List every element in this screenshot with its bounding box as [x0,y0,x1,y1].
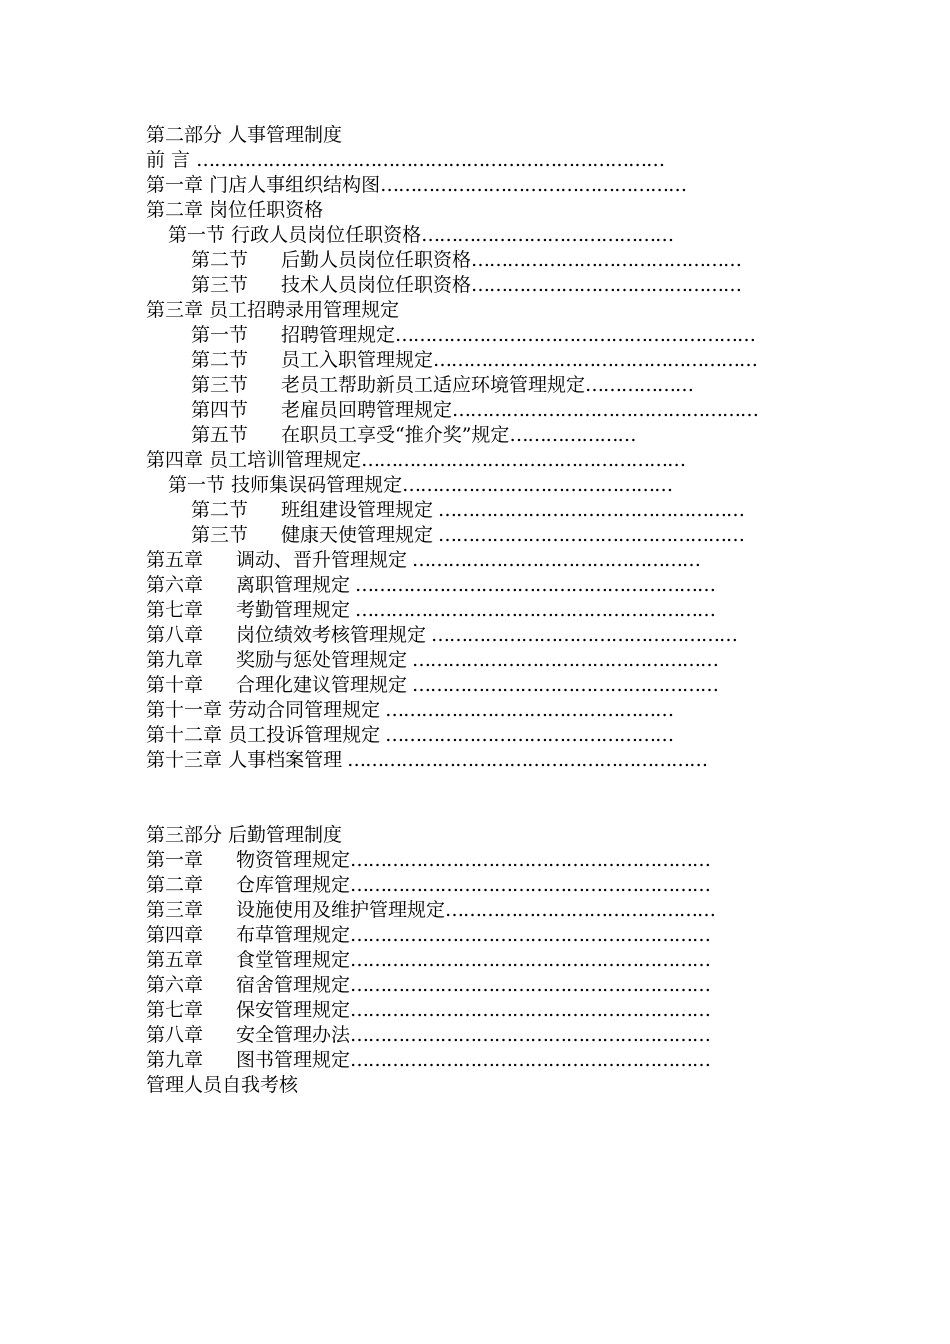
toc-entry-title: 在职员工享受“推介奖”规定 [281,424,510,446]
toc-entry [146,548,786,573]
toc-entry [146,473,786,498]
toc-entry-number: 第十一章 [146,699,223,721]
toc-entry-title: 调动、晋升管理规定 [236,549,408,571]
toc-dot-leader: ………………………………………… [380,724,674,746]
toc-entry-title: 后勤人员岗位任职资格 [281,249,472,271]
toc-entry-number: 第二章 [146,199,204,221]
toc-entry-title: 宿舍管理规定 [236,974,351,996]
toc-entry-title: 图书管理规定 [236,1049,351,1071]
toc-entry-title: 布草管理规定 [236,924,351,946]
toc-entry-number: 第六章 [146,974,204,996]
toc-entry-title: 岗位任职资格 [209,199,324,221]
toc-entry [146,1048,786,1073]
toc-entry-title: 员工招聘录用管理规定 [209,299,400,321]
toc-entry [146,348,786,373]
toc-dot-leader: …………………………………………………………………… [196,149,665,171]
part3-footer-entry: 管理人员自我考核 [146,1074,299,1096]
toc-entry-number: 第七章 [146,599,204,621]
toc-entry-number: 第九章 [146,1049,204,1071]
toc-entry [146,998,786,1023]
toc-entry-title: 健康天使管理规定 [281,524,434,546]
toc-entry [146,523,786,548]
toc-entry-number: 第四章 [146,449,204,471]
toc-entry [146,448,786,473]
toc-dot-leader: …………………………………………… [433,499,745,521]
toc-entry [146,423,786,448]
toc-entry-number: 第二节 [191,349,249,371]
toc-entry-title: 招聘管理规定 [281,324,396,346]
toc-dot-leader: …………………………………………………… [395,324,756,346]
toc-dot-leader: ……………………………………… [402,474,673,496]
toc-entry-number: 第五章 [146,949,204,971]
toc-dot-leader: …………………………………………… [426,624,738,646]
toc-entry-title: 老员工帮助新员工适应环境管理规定 [281,374,586,396]
toc-dot-leader: ……………………………………………… [361,449,686,471]
toc-entry-number: 第二章 [146,874,204,896]
toc-entry-number: 第二节 [191,249,249,271]
toc-entry-number: 第三节 [191,374,249,396]
toc-entry-number: 第一章 [146,849,204,871]
toc-entry-title: 门店人事组织结构图 [209,174,381,196]
toc-dot-leader: …………………………………………………… [350,1024,711,1046]
toc-entry [146,398,786,423]
toc-entry [146,498,786,523]
toc-entry-number: 第一节 [168,474,226,496]
toc-dot-leader: ……………………………………… [471,249,742,271]
table-of-contents [146,123,786,1098]
toc-entry [146,873,786,898]
toc-entry [146,923,786,948]
toc-entry-title: 技术人员岗位任职资格 [281,274,472,296]
toc-dot-leader: ………………… [509,424,636,446]
toc-entry-number: 第十章 [146,674,204,696]
toc-entry-title: 设施使用及维护管理规定 [236,899,446,921]
toc-entry-number: 第二节 [191,499,249,521]
toc-dot-leader: ………………………………………… [380,699,674,721]
toc-dot-leader: …………………………………………… [407,649,719,671]
toc-entry [146,198,786,223]
toc-entry-title: 保安管理规定 [236,999,351,1021]
toc-dot-leader: …………………………………………… [407,674,719,696]
toc-entry-title: 员工培训管理规定 [209,449,362,471]
toc-entry-number: 第一章 [146,174,204,196]
section-gap [146,773,786,823]
toc-entry-title: 员工入职管理规定 [281,349,434,371]
toc-entry [146,573,786,598]
toc-entry-title: 安全管理办法 [236,1024,351,1046]
part2-heading: 第二部分 人事管理制度 [146,124,343,146]
toc-entry-number: 第三节 [191,274,249,296]
toc-entry-title: 食堂管理规定 [236,949,351,971]
toc-entry [146,598,786,623]
toc-entry-number: 第四节 [191,399,249,421]
toc-entry [146,173,786,198]
toc-dot-leader: …………………………………………………… [350,949,711,971]
toc-entry-title: 老雇员回聘管理规定 [281,399,453,421]
part3-entry-list [146,848,786,1073]
toc-entry [146,323,786,348]
toc-dot-leader: …………………………………………… [452,399,759,421]
toc-entry-title: 行政人员岗位任职资格 [231,224,422,246]
toc-entry-number: 第三章 [146,299,204,321]
toc-entry [146,148,786,173]
toc-entry [146,223,786,248]
toc-entry [146,623,786,648]
toc-entry [146,698,786,723]
toc-entry [146,248,786,273]
toc-entry-number: 第八章 [146,624,204,646]
toc-dot-leader: ……………………………………………… [433,349,758,371]
toc-dot-leader: …………………………………………………… [342,749,708,771]
toc-entry-title: 奖励与惩处管理规定 [236,649,408,671]
toc-entry-title: 仓库管理规定 [236,874,351,896]
toc-entry-number: 前 言 [146,149,191,171]
toc-dot-leader: ……………………………………… [471,274,742,296]
toc-dot-leader: …………………………………………………… [350,924,711,946]
toc-dot-leader: …………………………………………………… [350,1049,711,1071]
toc-entry [146,648,786,673]
toc-entry-number: 第十二章 [146,724,223,746]
toc-dot-leader: …………………………………………………… [350,999,711,1021]
toc-entry-number: 第五章 [146,549,204,571]
toc-entry [146,723,786,748]
toc-entry [146,673,786,698]
toc-entry [146,748,786,773]
toc-entry-title: 离职管理规定 [236,574,351,596]
toc-dot-leader: ………………………………………… [407,549,701,571]
toc-entry-title: 考勤管理规定 [236,599,351,621]
toc-entry [146,848,786,873]
toc-entry-title: 合理化建议管理规定 [236,674,408,696]
toc-dot-leader: …………………………………… [421,224,674,246]
toc-entry-number: 第四章 [146,924,204,946]
toc-dot-leader: …………………………………………………… [350,974,711,996]
toc-entry-number: 第一节 [168,224,226,246]
toc-entry-number: 第七章 [146,999,204,1021]
toc-entry-title: 员工投诉管理规定 [228,724,381,746]
toc-entry [146,273,786,298]
toc-dot-leader: ……………… [585,374,694,396]
toc-entry-title: 岗位绩效考核管理规定 [236,624,427,646]
part3-heading: 第三部分 后勤管理制度 [146,824,343,846]
toc-entry-number: 第八章 [146,1024,204,1046]
toc-dot-leader: …………………………………………… [380,174,687,196]
toc-dot-leader: …………………………………………………… [350,574,716,596]
toc-entry [146,1023,786,1048]
toc-entry [146,898,786,923]
toc-entry [146,373,786,398]
part2-entry-list [146,148,786,773]
toc-entry-title: 物资管理规定 [236,849,351,871]
toc-dot-leader: ……………………………………… [445,899,716,921]
toc-dot-leader: …………………………………………………… [350,874,711,896]
toc-entry-number: 第十三章 [146,749,223,771]
toc-dot-leader: …………………………………………………… [350,849,711,871]
toc-dot-leader: …………………………………………… [433,524,745,546]
toc-entry-number: 第三章 [146,899,204,921]
toc-entry-number: 第六章 [146,574,204,596]
toc-entry-number: 第三节 [191,524,249,546]
toc-entry-number: 第一节 [191,324,249,346]
toc-entry-number: 第九章 [146,649,204,671]
toc-entry-title: 人事档案管理 [228,749,343,771]
toc-entry [146,298,786,323]
toc-entry-title: 劳动合同管理规定 [228,699,381,721]
toc-entry-title: 技师集误码管理规定 [231,474,403,496]
toc-entry-number: 第五节 [191,424,249,446]
toc-entry [146,973,786,998]
toc-entry [146,948,786,973]
toc-entry-title: 班组建设管理规定 [281,499,434,521]
toc-dot-leader: …………………………………………………… [350,599,716,621]
